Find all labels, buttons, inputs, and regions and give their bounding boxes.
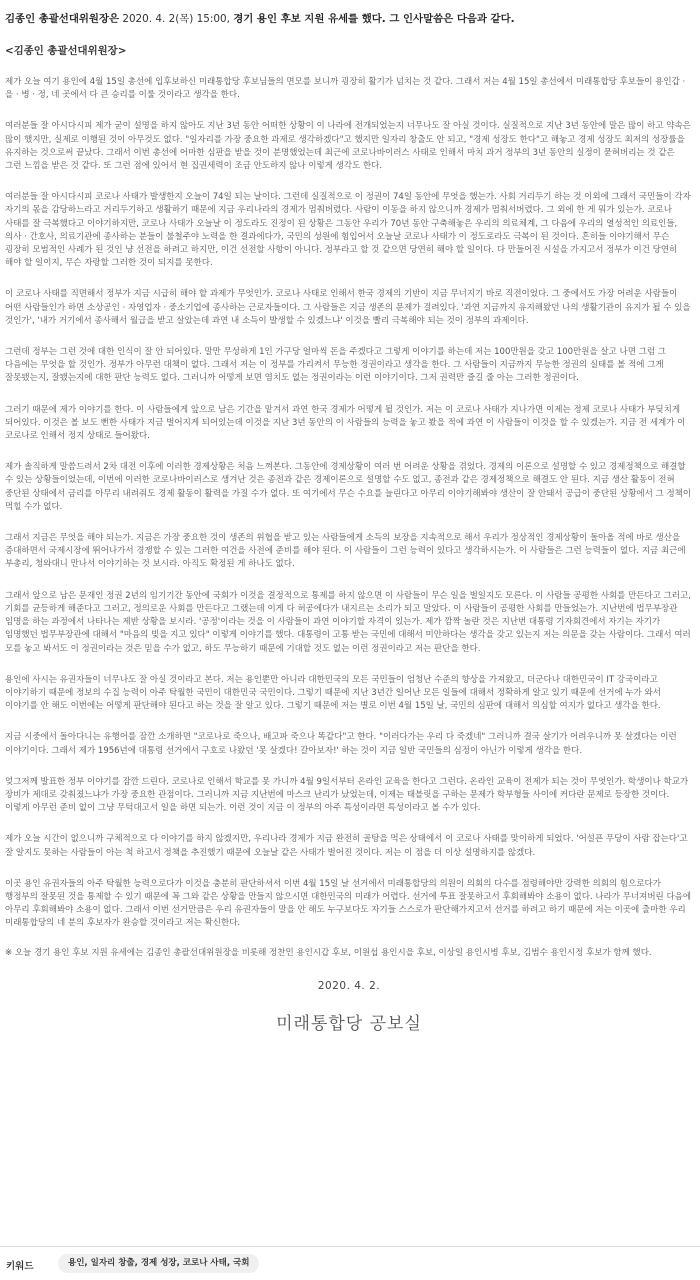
lead-datetime: 2020. 4. 2(목) 15:00, — [119, 13, 234, 25]
speech-paragraph-11: 지금 시중에서 돌아다니는 유행어를 잠깐 소개하면 "코로나로 죽으나, 배고파 죽으나 똑같다"고 한다. "이러다가는 우리 다 죽겠네" 그러니까 결국 살기가 어려우니까 못 살겠다는 이런 이야기이다. 그래서 제가 1956년에 대통령 선거에서 구호로 나왔던 '못 살겠다! 갈아보자!' 하는 것이 지금 일반 국민들의 심정이 아닌가 이렇게 생각을 한다. — [5, 732, 677, 756]
lead-sentence — [5, 12, 693, 26]
keyword-label: 키워드 — [6, 1261, 34, 1272]
speech-paragraph-14: 이곳 용인 유권자들의 아주 탁월한 능력으로다가 이것을 충분히 판단하셔서 이번 4월 15일 날 선거에서 미래통합당의 의원이 의회의 다수를 점령해야만 강력한 의회의 힘으로다가 행정부의 잘못된 것을 통제할 수 있기 때문에 꼭 그와 같은 상황을 만들지 않으시면 대한민국의 미래가 어렵다. 선거에 투표 잘못하고서 후회해봐야 소용이 없다. 나라가 무너져버린 다음에 아무리 후회해봐야 소용이 없다. 그래서 이번 선거만큼은 우리 유권자들이 말을 안 해도 누구보다도 자기들 스스로가 판단해가지고서 선거를 하려고 하기 때문에 저는 이곳에 출마한 우리 미래통합당의 네 분의 후보자가 완승할 것이라고 저는 확신한다. — [5, 878, 692, 929]
speech-paragraph-12: 엊그저께 발표한 정부 이야기를 잠깐 드린다. 코로나로 인해서 학교를 못 가니까 4월 9일서부터 온라인 교육을 한다고 그런다. 온라인 교육이 전제가 되는 것이 무엇인가. 학생이나 학교가 장비가 제대로 갖춰졌느냐가 가장 중요한 관점이다. 그러니까 지금 지난번에 마스크 난리가 났었는데, 이제는 태블릿을 구하는 문제가 학부형들 사이에 커다란 문제로 등장한 것이다. 이렇게 아무런 준비 없이 그냥 무턱대고서 일을 하면 되는가. 이런 것이 지금 이 정부의 아주 특성이라면 특성이라고 볼 수가 있다. — [5, 776, 689, 814]
speech-paragraph-7: 제가 솔직하게 말씀드려서 2차 대전 이후에 이러한 경제상황은 처음 느껴본다. 그동안에 경제상황이 여러 번 어려운 상황을 겪었다. 경제의 이론으로 설명할 수 있고 경제정책으로 해결할 수 있는 상황들이었는데, 이번에 이러한 코로나바이러스로 생겨난 것은 종전과 같은 경제이론으로 설명할 수도 없고, 종전과 같은 경제정책으로 해결도 안 된다. 지금 생산 활동이 전혀 중단된 상태에서 금리를 아무리 내려줘도 경제 활동이 활력을 가질 수가 없다. 또 여기에서 무슨 수요를 늘린다고 아무리 이야기해봐야 생산이 잘 안돼서 공급이 중단된 상황에서 그 정책이 먹힐 수가 없다. — [5, 462, 692, 512]
speech-paragraph-9: 그래서 앞으로 남은 문재인 정권 2년의 임기기간 동안에 국회가 이것을 결정적으로 통제를 하지 않으면 이 사람들이 무슨 일을 벌일지도 모른다. 이 사람들 공평한 사회를 만든다고 그러고, 기회를 균등하게 해준다고 그러고, 정의로운 사회를 만든다고 그랬는데 이게 다 허공에다가 내지르는 소리가 되고 말았다. 이 사람들이 공평한 사회를 만들었는가. 지난번에 법무부장관 임명을 하는 과정에서 나타나는 제반 상황을 보시라. '공정'이라는 것을 이 사람들이 과연 이야기할 자격이 있는가. 제가 깜짝 놀란 것은 지난번 대통령 기자회견에서 자기는 자기가 임명했던 법무부장관에 대해서 "마음의 빚을 지고 있다" 이렇게 이야기를 했다. 대통령이 고통 받는 국민에 대해서 미안하다는 생각을 갖고 있는지 저는 의문을 갖는 사람이다. 그래서 여러 모를 놓고 봐서도 이 정권이라는 것은 믿을 수가 없고, 하도 무능하기 때문에 기대할 것도 없는 이런 정권이라고 저는 판단을 한다. — [5, 590, 691, 654]
speech-paragraph-2: 여러분들 잘 아시다시피 제가 굳이 설명을 하지 않아도 지난 3년 동안 어떠한 상황이 이 나라에 전개되었는지 너무나도 잘 아실 것이다. 실질적으로 지난 3년 동안에 말은 많이 하고 약속은 많이 했지만, 실제로 이행된 것이 아무것도 없다. "일자리를 가장 중요한 과제로 생각하겠다"고 했지만 일자리 창출도 안 되고, "경제 성장도 한다"고 해놓고 경제 성장도 최저의 성장률을 유지하는 것으로써 끝났다. 그래서 이번 총선에 어마한 심판을 받을 것이 분명했었는데 최근에 코로나바이러스 사태로 인해서 마치 과거 정부의 3년 동안의 실정이 묻혀버리는 것 같은 그런 느낌을 받은 것 같다. 또 그런 점에 있어서 현 집권세력이 조금 안도하지 않나 이렇게 생각도 한다. — [5, 121, 691, 172]
lead-summary: 경기 용인 후보 지원 유세를 했다. 그 인사말씀은 다음과 같다. — [233, 13, 515, 25]
signature-press-office: 미래통합당 공보실 — [276, 1013, 422, 1034]
speech-paragraph-6: 그러기 때문에 제가 이야기를 한다. 이 사람들에게 앞으로 남은 기간을 맡겨서 과연 한국 경제가 어떻게 될 것인가. 저는 이 코로나 사태가 지나가면 이제는 정제 코로나 사태가 부딪치게 되어있다. 이것은 볼 보도 뻔한 사태가 지금 벌어지게 되어있는데 이것을 지난 3년 동안의 이 사람들의 능력을 놓고 봤을 적에 과연 이 사람들이 이것을 할 수 있겠는가. 지금 전 세계가 이 코로나로 인해서 정지 상태로 들어왔다. — [5, 404, 686, 442]
article-body — [5, 12, 693, 1034]
speech-paragraph-4: 이 코로나 사태를 직면해서 정부가 지금 시급히 해야 할 과제가 무엇인가. 코로나 사태로 인해서 한국 경제의 기반이 지금 무너지기 바로 직전이었다. 그 중에서도 가장 어려운 사람들이 어떤 사람들인가 하면 소상공인 · 자영업자 · 중소기업에 종사하는 근로자들이다. 그 사람들은 지금 생존의 문제가 걸려있다. '과연 지금까지 유지해왔던 나의 생활기관이 유지가 될 수 있을 것인가', '내가 거기에서 종사해서 월급을 받고 살았는데 과연 내 소득이 발생할 수 있겠느냐' 이것을 빨리 극복해야 되는 것이 정부의 과제이다. — [5, 289, 691, 326]
attendance-note: ※ 오늘 경기 용인 후보 지원 유세에는 김종인 총괄선대위원장을 비롯해 정찬민 용인시갑 후보, 이원섭 용인시을 후보, 이상일 용인시병 후보, 김범수 용인시정 후보가 함께 했다. — [5, 947, 652, 958]
speaker-subheading: <김종인 총괄선대위원장> — [5, 45, 127, 57]
speech-paragraph-3: 여러분들 잘 아시다시피 코로나 사태가 발생한지 오늘이 74일 되는 날이다. 그런데 실질적으로 이 정권이 74일 동안에 무엇을 했는가. 사회 거리두기 하는 것 이외에 그래서 국민들이 각자 자기의 몫을 감당하느라고 거리두기하고 생활하기 때문에 지금 우리나라의 경제가 멈춰버렸다. 사람이 이동을 하지 않으니까 경제가 멈춰서버렸다. 그 외에 한 게 뭐가 있는가. 코로나 사태를 잘 극복했다고 이야기하지만, 코로나 사태가 오늘날 이 정도라도 진정이 된 상황은 그동안 우리가 70년 동안 구축해놓은 우리의 의료체계, 그 다음에 우리의 열성적인 의료인들, 의사 · 간호사, 의료기관에 종사하는 분들이 불철주야 노력을 한 결과에다가, 국민의 성원에 힘입어서 오늘날 코로나 사태가 이 정도로라도 극복이 된 것이다. 흔히들 이야기해서 무슨 굉장히 모범적인 사례가 된 것인 냥 선전을 하려고 하지만, 이건 선전할 사항이 아니다. 정부라고 할 것 같으면 당연히 해야 할 일이다. 다 만들어진 시설을 가지고서 정부가 이건 당연히 해야 할 일이지, 무슨 자랑할 그러한 것이 되지를 못한다. — [5, 192, 691, 269]
speech-paragraph-8: 그래서 지금은 무엇을 해야 되는가. 지금은 가장 중요한 것이 생존의 위협을 받고 있는 사람들에게 소득의 보장을 지속적으로 해서 우리가 정상적인 경제상황이 돌아올 적에 바로 생산을 증대하면서 국제시장에 뛰어나가서 경쟁할 수 있는 그러한 여건을 사전에 준비를 해야 된다. 이 사람들이 그런 능력이 있다고 생각하시는가. 이 사람들은 그런 능력들이 없다. 지금 최근에 부총리, 청와대니 만나서 이야기하는 것 보시라. 아직도 확정된 게 하나도 없다. — [5, 533, 686, 570]
speech-paragraph-1: 제가 오늘 여기 용인에 4월 15일 총선에 입후보하신 미래통합당 후보님들의 면모를 보니까 굉장히 활기가 넘치는 것 같다. 그래서 저는 4월 15일 총선에서 미래통합당 후보들이 용인갑 · 을 · 병 · 정, 네 곳에서 다 큰 승리를 이룰 것이라고 생각을 한다. — [5, 77, 686, 101]
keyword-tag-chip[interactable]: 용인, 일자리 창출, 경제 성장, 코로나 사태, 국회 — [58, 1254, 259, 1273]
speech-paragraph-13: 제가 오늘 시간이 없으니까 구체적으로 다 이야기를 하지 않겠지만, 우리나라 경제가 지금 완전히 골탕을 먹은 상태에서 이 코로나 사태를 맞이하게 되었다. '어설픈 무당이 사람 잡는다'고 잘 알지도 못하는 사람들이 아는 척 하고서 정책을 추진했기 때문에 오늘날 같은 사태가 벌어진 것이다. 저는 이 점을 더 이상 설명하지를 않겠다. — [5, 834, 688, 858]
lead-speaker: 김종인 총괄선대위원장은 — [5, 13, 120, 25]
keyword-bar — [0, 1246, 700, 1280]
release-date: 2020. 4. 2. — [317, 979, 381, 992]
speech-paragraph-5: 그런데 정부는 그런 것에 대한 인식이 잘 안 되어있다. 말만 무성하게 1인 가구당 얼마씩 돈을 주겠다고 그렇게 이야기를 하는데 저는 100만원을 갖고 100만원을 살고 나면 그럼 그 다음에는 무엇을 할 것인가. 정부가 아무런 대책이 없다. 그래서 저는 이 정부를 가리켜서 무능한 정권이라고 생각을 한다. 그 사람들이 지금까지 무능한 정권의 실태를 볼 적에 그게 잘못됐는지, 잘됐는지에 대한 판단 능력도 없다. 그러니까 어떻게 보면 염치도 없는 정권이라는 이런 이야기이다. 그저 권력만 즐길 줄 아는 그러한 정권이다. — [5, 347, 666, 384]
speech-paragraph-10: 용인에 사시는 유권자들이 너무나도 잘 아실 것이라고 본다. 저는 용인뿐만 아니라 대한민국의 모든 국민들이 엄청난 수준의 향상을 가져왔고, 더군다나 대한민국이 IT 강국이라고 이야기하기 때문에 정보의 수집 능력이 아주 탁월한 국민이 대한민국 국민이다. 그렇기 때문에 지난 3년간 일어난 모든 일들에 대해서 정확하게 알고 있기 때문에 선거에 누가 와서 이야기를 안 해도 이번에는 어떻게 판단해야 된다고 하는 것을 잘 알고 있다. 그렇기 때문에 저는 별로 이번 4월 15일 날, 국민의 심판에 대해서 의심할 여지가 없다고 생각을 한다. — [5, 674, 661, 712]
